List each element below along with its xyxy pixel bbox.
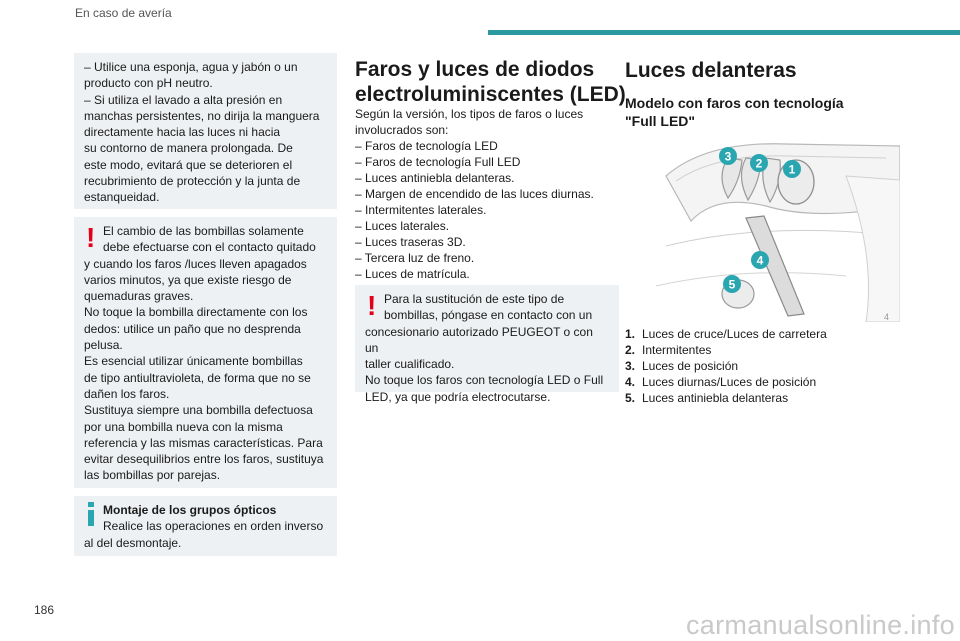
box-line: recubrimiento de protección y la junta de bbox=[84, 174, 301, 189]
info-title: Montaje de los grupos ópticos bbox=[103, 503, 277, 517]
box-line: – Si utiliza el lavado a alta presión en bbox=[84, 92, 283, 107]
callout-4 bbox=[751, 251, 769, 269]
legend-number: 1. bbox=[625, 327, 636, 341]
box-line: quemaduras graves. bbox=[84, 289, 194, 304]
box-line: las bombillas por parejas. bbox=[84, 468, 221, 483]
box-line: directamente hacia las luces ni hacia bbox=[84, 125, 281, 140]
box-line: pelusa. bbox=[84, 338, 123, 353]
list-item: – Luces de matrícula. bbox=[355, 267, 470, 281]
legend-row bbox=[625, 374, 827, 390]
box-line: de tipo antiultravioleta, de forma que no se bbox=[84, 370, 311, 385]
box-line: al del desmontaje. bbox=[84, 535, 182, 550]
callout-3 bbox=[719, 147, 737, 165]
full-led-subtitle bbox=[625, 94, 844, 130]
list-item: – Margen de encendido de las luces diurnas. bbox=[355, 187, 594, 201]
headlamp-illustration bbox=[646, 136, 900, 322]
legend-text: Luces diurnas/Luces de posición bbox=[642, 375, 817, 389]
box-line: producto con pH neutro. bbox=[84, 76, 213, 91]
box-line: – Utilice una esponja, agua y jabón o un bbox=[84, 60, 298, 74]
warning-icon: ! bbox=[367, 290, 377, 321]
list-item: – Luces laterales. bbox=[355, 219, 450, 233]
box-line: concesionario autorizado PEUGEOT o con un bbox=[365, 324, 593, 355]
box-line: Sustituya siempre una bombilla defectuosa bbox=[84, 403, 313, 418]
box-line: El cambio de las bombillas solamente bbox=[103, 224, 304, 238]
subtitle-line: "Full LED" bbox=[625, 113, 696, 129]
callout-1 bbox=[783, 160, 801, 178]
watermark-text: carmanualsonline.info bbox=[686, 610, 955, 640]
svg-text:1: 1 bbox=[788, 162, 796, 177]
box-line: manchas persistentes, no dirija la manguera bbox=[84, 108, 320, 123]
box-line: evitar desequilibrios entre los faros, sustituya bbox=[84, 452, 324, 467]
box-line: este modo, evitará que se deterioren el bbox=[84, 157, 293, 172]
box-line: referencia y las mismas características. Para bbox=[84, 435, 323, 450]
led-section-title bbox=[355, 57, 626, 107]
box-line: Realice las operaciones en orden inverso bbox=[103, 519, 324, 534]
legend-row bbox=[625, 342, 827, 358]
box-line: su contorno de manera prolongada. De bbox=[84, 141, 293, 156]
list-item: – Luces traseras 3D. bbox=[355, 235, 466, 249]
box-line: bombillas, póngase en contacto con un bbox=[384, 308, 593, 323]
box-line: dedos: utilice un paño que no desprenda bbox=[84, 321, 301, 336]
svg-text:4: 4 bbox=[756, 253, 764, 268]
legend-text: Luces antiniebla delanteras bbox=[642, 391, 789, 405]
legend-number: 2. bbox=[625, 343, 636, 357]
legend-row bbox=[625, 358, 827, 374]
callout-legend bbox=[625, 326, 827, 406]
callout-2 bbox=[750, 154, 768, 172]
info-icon bbox=[86, 502, 96, 531]
page-number: 186 bbox=[34, 603, 55, 617]
svg-text:2: 2 bbox=[755, 156, 763, 171]
led-intro bbox=[355, 106, 625, 282]
legend-text: Luces de cruce/Luces de carretera bbox=[642, 327, 827, 341]
led-warning-box bbox=[355, 285, 619, 404]
svg-text:5: 5 bbox=[728, 277, 736, 292]
section-header: En caso de avería bbox=[75, 6, 172, 20]
box-line: LED, ya que podría electrocutarse. bbox=[365, 389, 551, 404]
legend-text: Intermitentes bbox=[642, 343, 712, 357]
box-line: dañen los faros. bbox=[84, 386, 170, 401]
figure-number: 4 bbox=[884, 312, 890, 322]
header-accent-bar bbox=[488, 30, 960, 35]
intro-line: Según la versión, los tipos de faros o luces bbox=[355, 107, 584, 121]
list-item: – Tercera luz de freno. bbox=[355, 251, 475, 265]
box-line: varios minutos, ya que existe riesgo de bbox=[84, 272, 292, 287]
box-line: debe efectuarse con el contacto quitado bbox=[103, 240, 316, 255]
box-line: No toque los faros con tecnología LED o Full bbox=[365, 373, 604, 388]
list-item: – Luces antiniebla delanteras. bbox=[355, 171, 515, 185]
box-line: Es esencial utilizar únicamente bombillas bbox=[84, 354, 303, 369]
front-lights-title: Luces delanteras bbox=[625, 59, 797, 82]
legend-row bbox=[625, 326, 827, 342]
title-line: Faros y luces de diodos bbox=[355, 58, 595, 81]
legend-text: Luces de posición bbox=[642, 359, 739, 373]
box-line: Para la sustitución de este tipo de bbox=[384, 292, 565, 306]
legend-row bbox=[625, 390, 827, 406]
box-line: estanqueidad. bbox=[84, 190, 160, 205]
title-line: electroluminiscentes (LED) bbox=[355, 83, 626, 106]
warning-icon: ! bbox=[86, 222, 96, 253]
bulb-warning-box bbox=[74, 217, 337, 488]
box-line: taller cualificado. bbox=[365, 357, 455, 372]
callout-5 bbox=[723, 275, 741, 293]
legend-number: 3. bbox=[625, 359, 636, 373]
box-line: y cuando los faros /luces lleven apagados bbox=[84, 256, 307, 271]
box-line: No toque la bombilla directamente con los bbox=[84, 305, 308, 320]
box-line: por una bombilla nueva con la misma bbox=[84, 419, 283, 434]
legend-number: 5. bbox=[625, 391, 636, 405]
intro-line: involucrados son: bbox=[355, 123, 449, 137]
svg-text:3: 3 bbox=[724, 149, 732, 164]
list-item: – Faros de tecnología LED bbox=[355, 139, 498, 153]
info-box bbox=[74, 496, 337, 556]
list-item: – Intermitentes laterales. bbox=[355, 203, 487, 217]
cleaning-instructions-box bbox=[74, 53, 337, 209]
list-item: – Faros de tecnología Full LED bbox=[355, 155, 521, 169]
subtitle-line: Modelo con faros con tecnología bbox=[625, 95, 844, 111]
legend-number: 4. bbox=[625, 375, 636, 389]
